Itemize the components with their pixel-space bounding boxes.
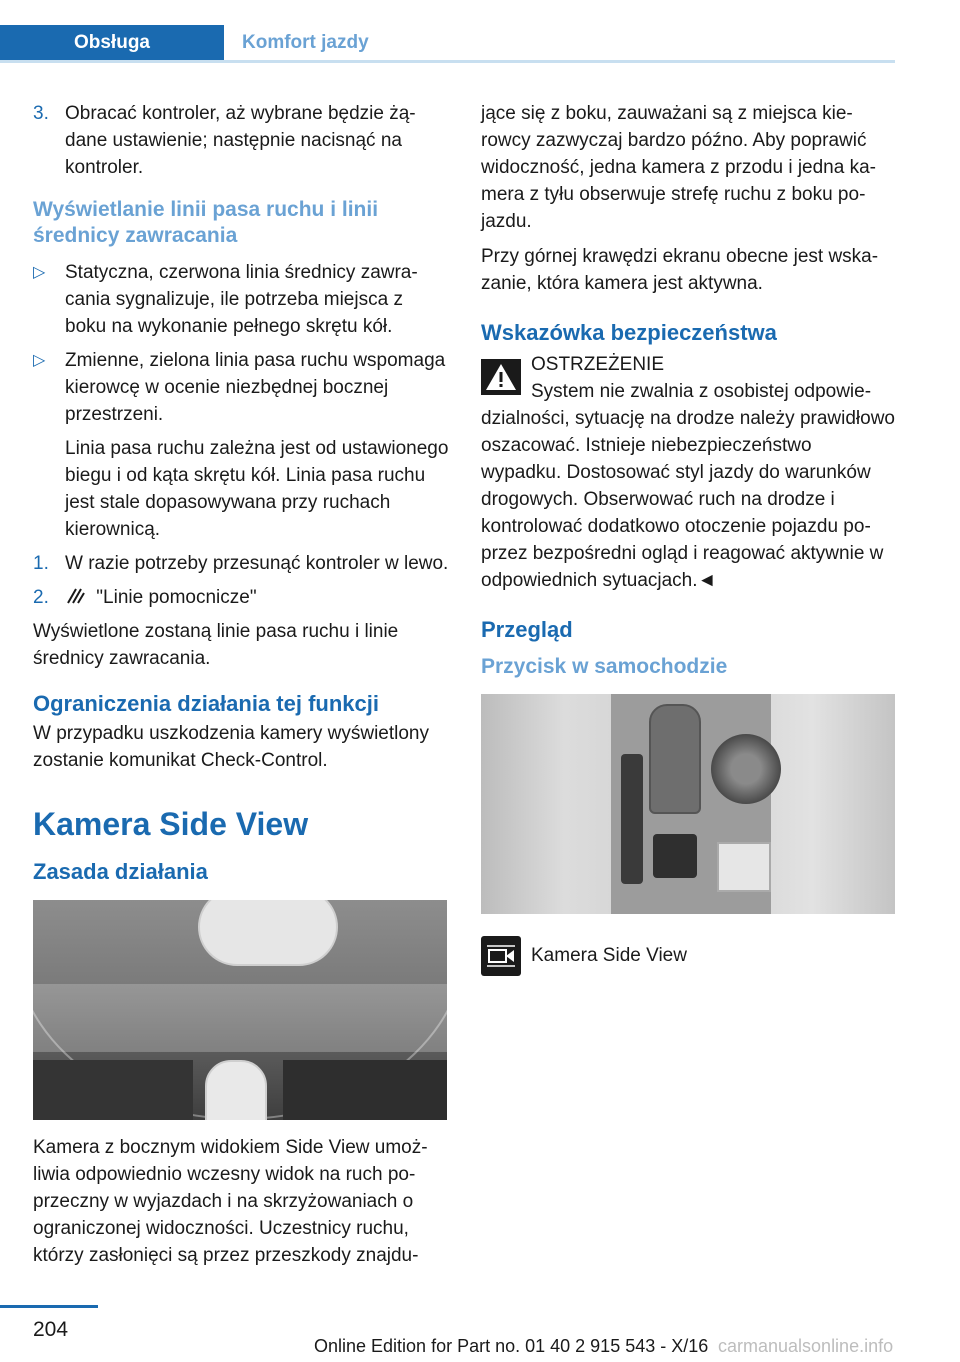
step-2 (33, 584, 449, 611)
parking-brake-button (653, 834, 697, 878)
center-console-photo (481, 694, 895, 914)
after-steps-text: Wyświetlone zostaną linie pasa ruchu i linie średnicy zawracania. (33, 621, 399, 669)
footer (0, 1300, 960, 1362)
own-car (205, 1060, 267, 1120)
guide-lines-icon (65, 587, 96, 608)
step-number: 2. (33, 587, 49, 608)
step-text: Obracać kontroler, aż wybrane będzie żądane ustawienie; następnie nacisnąć na kontroler. (65, 103, 416, 178)
triangle-bullet-icon: ▷ (33, 264, 46, 281)
heading-safety: Wskazówka bezpieczeństwa (481, 320, 777, 345)
step-number: 3. (33, 103, 49, 124)
step-1 (33, 550, 449, 577)
heading-principle: Zasada działania (33, 859, 208, 884)
side-view-camera-icon (481, 936, 521, 976)
gear-lever (649, 704, 701, 814)
page-number: 204 (33, 1318, 69, 1341)
crossing-car (198, 900, 338, 966)
step-text: "Linie pomocnicze" (96, 587, 257, 608)
idrive-controller (711, 734, 781, 804)
warning-text: System nie zwalnia z osobistej odpowiedzialności, sytuację na drodze należy prawidłowo oszacować. Istnieje niebezpieczeństwo wypadku. Dostosować styl jazdy do warunków drogowych. Obserwować ruch na drodze i kontrolować dodatkowo otoczenie pojazdu poprzez bezpośredni ogląd i reagować aktywnie w odpowiednich sytuacjach.◄ (481, 381, 896, 591)
continued-text: jące się z boku, zauważani są z miejsca kierowcy zazwyczaj bardzo późno. Aby poprawić widoczność, jedna kamera z przodu i jedna kamera z tyłu obserwuje strefę ruchu z boku pojazdu. (481, 103, 876, 232)
left-column (33, 100, 449, 1277)
bullet-text: Zmienne, zielona linia pasa ruchu wspomaga kierowcę w ocenie niezbędnej bocznej przestrzeni. (65, 350, 446, 425)
bullet-extra-text: Linia pasa ruchu zależna jest od ustawionego biegu i od kąta skrętu kół. Linia pasa ruchu jest stale dopasowywana przy ruchach kierownicą. (65, 438, 449, 540)
edition-text: Online Edition for Part no. 01 40 2 915 543 - X/16 (314, 1336, 709, 1356)
storage-tray (717, 842, 771, 892)
heading-lines: Wyświetlanie linii pasa ruchu i linii średnicy zawracania (33, 198, 379, 247)
bullet-variable-line (33, 347, 449, 428)
watermark: carmanualsonline.info (718, 1336, 894, 1356)
warning-block (481, 351, 895, 405)
tab-komfort-jazdy[interactable]: Komfort jazdy (242, 32, 369, 53)
step-3 (33, 100, 449, 181)
side-view-illustration (33, 900, 447, 1120)
obstacle-right (283, 1060, 447, 1120)
button-column (621, 754, 643, 884)
footer-line (0, 1305, 98, 1308)
triangle-bullet-icon: ▷ (33, 352, 46, 369)
principle-text: Kamera z bocznym widokiem Side View umożliwia odpowiednio wczesny widok na ruch poprzeczny w wyjazdach i na skrzyżowaniach o ograniczonej widoczności. Uczestnicy ruchu, którzy zasłonięci są przez przeszkody znajdu- (33, 1137, 428, 1266)
step-number: 1. (33, 553, 49, 574)
header-tabs (0, 25, 895, 63)
indicator-text: Przy górnej krawędzi ekranu obecne jest wskazanie, która kamera jest aktywna. (481, 246, 879, 294)
step-text: W razie potrzeby przesunąć kontroler w lewo. (65, 553, 449, 574)
bullet-text: Statyczna, czerwona linia średnicy zawracania sygnalizuje, ile potrzeba miejsca z boku na wykonanie pełnego skrętu kół. (65, 262, 418, 337)
bullet-static-line (33, 259, 449, 340)
header-divider (0, 60, 895, 63)
heading-button-in-car: Przycisk w samochodzie (481, 655, 728, 678)
heading-side-view-camera: Kamera Side View (33, 806, 309, 842)
side-view-button-row (481, 936, 895, 976)
right-column (481, 100, 895, 976)
warning-triangle-icon (481, 359, 521, 395)
heading-overview: Przegląd (481, 617, 573, 642)
limits-text: W przypadku uszkodzenia kamery wyświetlony zostanie komunikat Check-Control. (33, 723, 429, 771)
tab-obsluga[interactable]: Obsługa (0, 25, 224, 61)
camera-label: Kamera Side View (531, 945, 687, 966)
heading-limits: Ograniczenia działania tej funkcji (33, 691, 379, 716)
warning-label: OSTRZEŻENIE (531, 354, 665, 375)
obstacle-left (33, 1060, 193, 1120)
